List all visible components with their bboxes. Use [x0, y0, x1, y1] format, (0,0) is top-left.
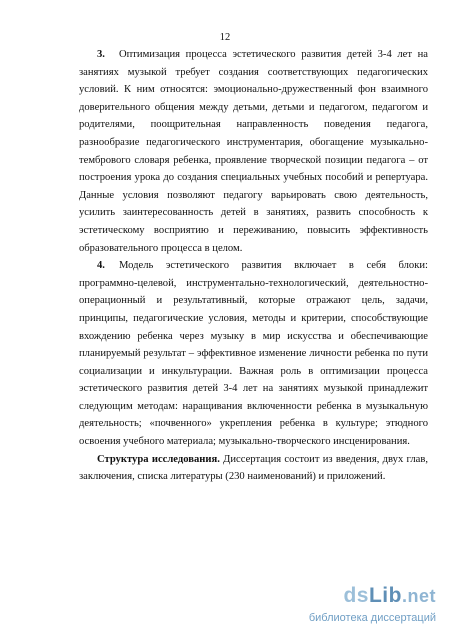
site-watermark	[306, 584, 436, 624]
paragraph-item-3	[79, 46, 428, 257]
item-number: 3.	[97, 49, 105, 60]
paragraph-text: Оптимизация процесса эстетического развития детей 3-4 лет на занятиях музыкой требует создания соответствующих педагогических условий. К ним относятся: эмоционально-дружественный фон взаимного доверительного общения между детьми, детьми и педагогом, педагогом и родителями, поощрительная направленность поведения педагога, разнообразие педагогического инструментария, обогащение музыкально-тембрового словаря ребенка, проявление творческой позиции педагога – от построения урока до создания специальных учебных пособий и репертуара. Данные условия позволяют педагогу варьировать свою деятельность, усилить заинтересованность детей в занятиях, развить способность к эстетическому восприятию и переживанию, повысить эффективность образовательного процесса в целом.	[79, 49, 428, 254]
document-body	[79, 46, 428, 486]
structure-paragraph	[79, 451, 428, 486]
structure-heading: Структура исследования.	[97, 453, 220, 465]
structure-text: Диссертация состоит из введения, двух глав, заключения, списка литературы (230 наименований) и приложений.	[79, 453, 428, 483]
logo-lib: Lib	[368, 584, 402, 607]
paragraph-text: Модель эстетического развития включает в себя блоки: программно-целевой, инструментально-технологический, деятельностно-операционный и результативный, которые отражают цель, задачи, принципы, педагогические условия, методы и критерии, способствующие вхождению ребенка через музыку в мир искусства и обеспечивающие планируемый результат – эффективное изменение личности ребенка по пути социализации и инкультурации. Важная роль в оптимизации процесса эстетического развития детей 3-4 лет на занятиях музыкой принадлежит следующим методам: наращивания включенности ребенка в музыкальную деятельность; «почвенного» укрепления ребенка в культуре; этюдного освоения учебного материала; музыкально-творческого инсценирования.	[79, 260, 428, 448]
logo-ds: ds	[343, 584, 369, 607]
item-number: 4.	[97, 260, 105, 272]
watermark-logo	[343, 584, 436, 608]
watermark-subtitle: библиотека диссертаций	[308, 612, 436, 624]
paragraph-item-4	[79, 257, 428, 451]
logo-net: .net	[401, 586, 436, 606]
page-number: 12	[219, 32, 231, 43]
